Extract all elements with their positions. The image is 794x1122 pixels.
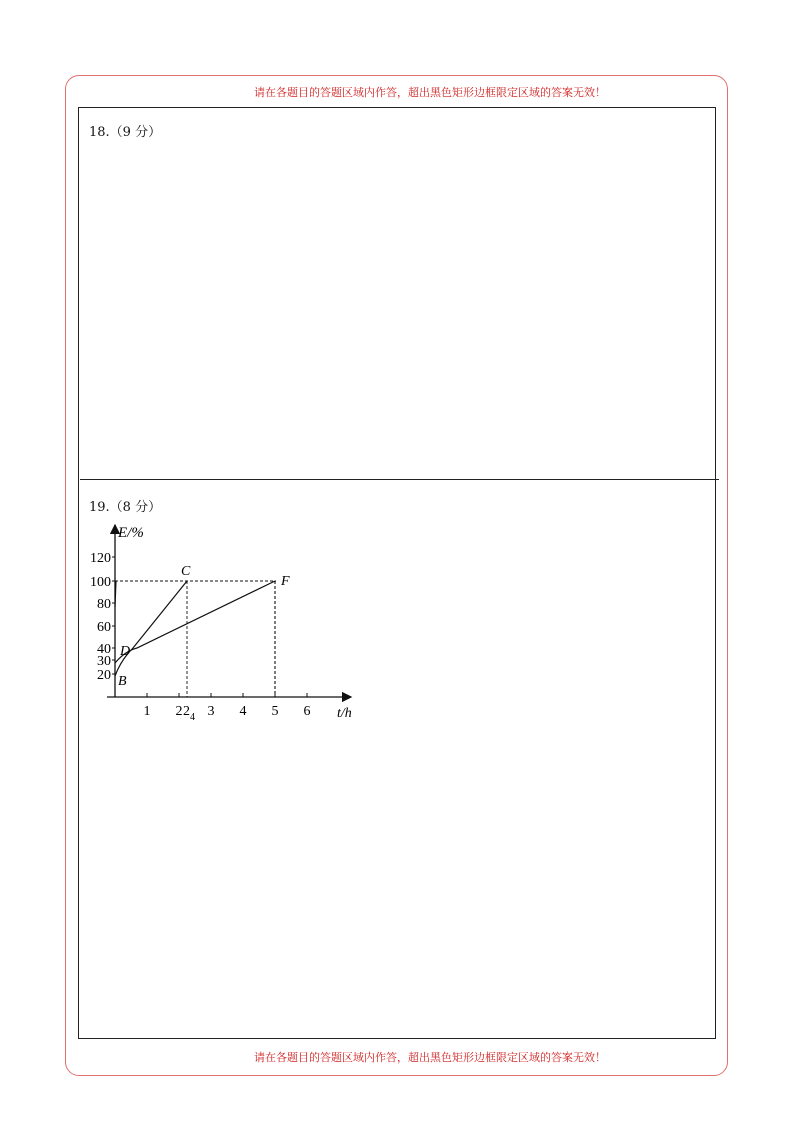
y-tick-label: 40 <box>97 642 111 657</box>
point-f-label: F <box>281 574 290 589</box>
x-special-tick-fraction: 4 <box>190 712 195 723</box>
x-tick-label: 2 <box>175 704 183 719</box>
point-b-label: B <box>118 674 127 689</box>
y-tick-label: 100 <box>90 575 111 590</box>
y-tick-label: 80 <box>97 597 111 612</box>
x-tick-label: 4 <box>239 704 247 719</box>
x-tick-label: 1 <box>143 704 151 719</box>
question-19-label: 19.（8 分） <box>89 500 162 515</box>
y-axis-label: E/% <box>118 525 144 541</box>
e-vs-t-graph <box>85 517 365 727</box>
x-axis-label: t/h <box>337 706 352 721</box>
point-c-label: C <box>181 564 191 579</box>
question-18-label: 18.（9 分） <box>89 125 162 140</box>
x-special-tick-label: 2 <box>183 704 190 719</box>
y-tick-label: 120 <box>90 551 111 566</box>
top-notice: 请在各题目的答题区域内作答，超出黑色矩形边框限定区域的答案无效！ <box>254 86 606 99</box>
line-d-f <box>115 581 275 663</box>
point-d-label: D <box>120 644 131 659</box>
bottom-notice: 请在各题目的答题区域内作答，超出黑色矩形边框限定区域的答案无效！ <box>254 1051 606 1064</box>
x-tick-label: 3 <box>207 704 215 719</box>
y-tick-label: 20 <box>97 668 111 683</box>
y-tick-label: 60 <box>97 620 111 635</box>
x-tick-label: 5 <box>271 704 279 719</box>
x-tick-label: 6 <box>303 704 311 719</box>
y-tick-label: 30 <box>97 654 111 669</box>
question-divider <box>80 479 719 480</box>
